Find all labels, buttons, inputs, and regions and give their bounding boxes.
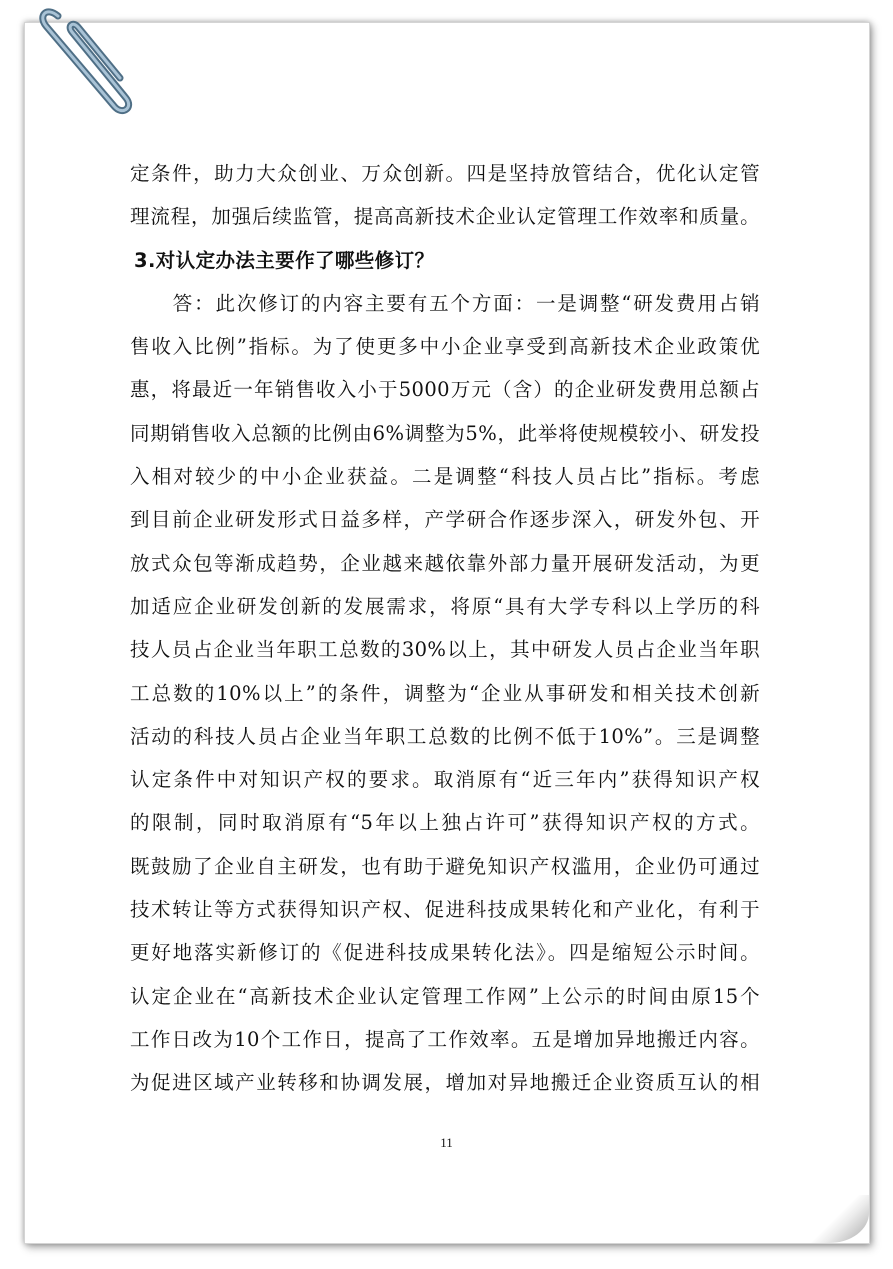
- text-line: 工总数的10%以上”的条件，调整为“企业从事研发和相关技术创新: [130, 681, 760, 705]
- text-line: 到目前企业研发形式日益多样，产学研合作逐步深入，研发外包、开: [130, 508, 760, 532]
- text-line: 工作日改为10个工作日，提高了工作效率。五是增加异地搬迁内容。: [130, 1027, 760, 1051]
- text-line: 认定条件中对知识产权的要求。取消原有“近三年内”获得知识产权: [130, 768, 760, 792]
- section-heading: 3.对认定办法主要作了哪些修订？: [134, 248, 435, 272]
- text-line: 理流程，加强后续监管，提高高新技术企业认定管理工作效率和质量。: [130, 205, 760, 229]
- text-line: 售收入比例”指标。为了使更多中小企业享受到高新技术企业政策优: [130, 335, 760, 359]
- text-line: 的限制，同时取消原有“5年以上独占许可”获得知识产权的方式。: [130, 811, 760, 835]
- text-line: 认定企业在“高新技术企业认定管理工作网”上公示的时间由原15个: [130, 984, 760, 1008]
- text-line: 定条件，助力大众创业、万众创新。四是坚持放管结合，优化认定管: [130, 162, 760, 185]
- text-line: 技人员占企业当年职工总数的30%以上，其中研发人员占企业当年职: [130, 638, 760, 662]
- text-line: 为促进区域产业转移和协调发展，增加对异地搬迁企业资质互认的相: [130, 1071, 760, 1095]
- paperclip-icon: [36, 0, 136, 122]
- text-line: 入相对较少的中小企业获益。二是调整“科技人员占比”指标。考虑: [130, 465, 760, 489]
- text-line: 放式众包等渐成趋势，企业越来越依靠外部力量开展研发活动，为更: [130, 551, 760, 575]
- text-line: 更好地落实新修订的《促进科技成果转化法》。四是缩短公示时间。: [130, 941, 760, 965]
- text-line: 同期销售收入总额的比例由6%调整为5%，此举将使规模较小、研发投: [130, 421, 760, 445]
- text-line: 既鼓励了企业自主研发，也有助于避免知识产权滥用，企业仍可通过: [130, 854, 760, 878]
- text-line: 活动的科技人员占企业当年职工总数的比例不低于10%”。三是调整: [130, 724, 760, 748]
- page-curl: [809, 1195, 869, 1243]
- page-number: 11: [440, 1135, 453, 1150]
- document-body: [130, 152, 760, 1105]
- text-line: 加适应企业研发创新的发展需求，将原“具有大学专科以上学历的科: [130, 594, 760, 618]
- text-line: 惠，将最近一年销售收入小于5000万元（含）的企业研发费用总额占: [130, 378, 760, 402]
- text-line: 答：此次修订的内容主要有五个方面：一是调整“研发费用占销: [130, 291, 760, 315]
- text-line: 技术转让等方式获得知识产权、促进科技成果转化和产业化，有利于: [130, 898, 760, 922]
